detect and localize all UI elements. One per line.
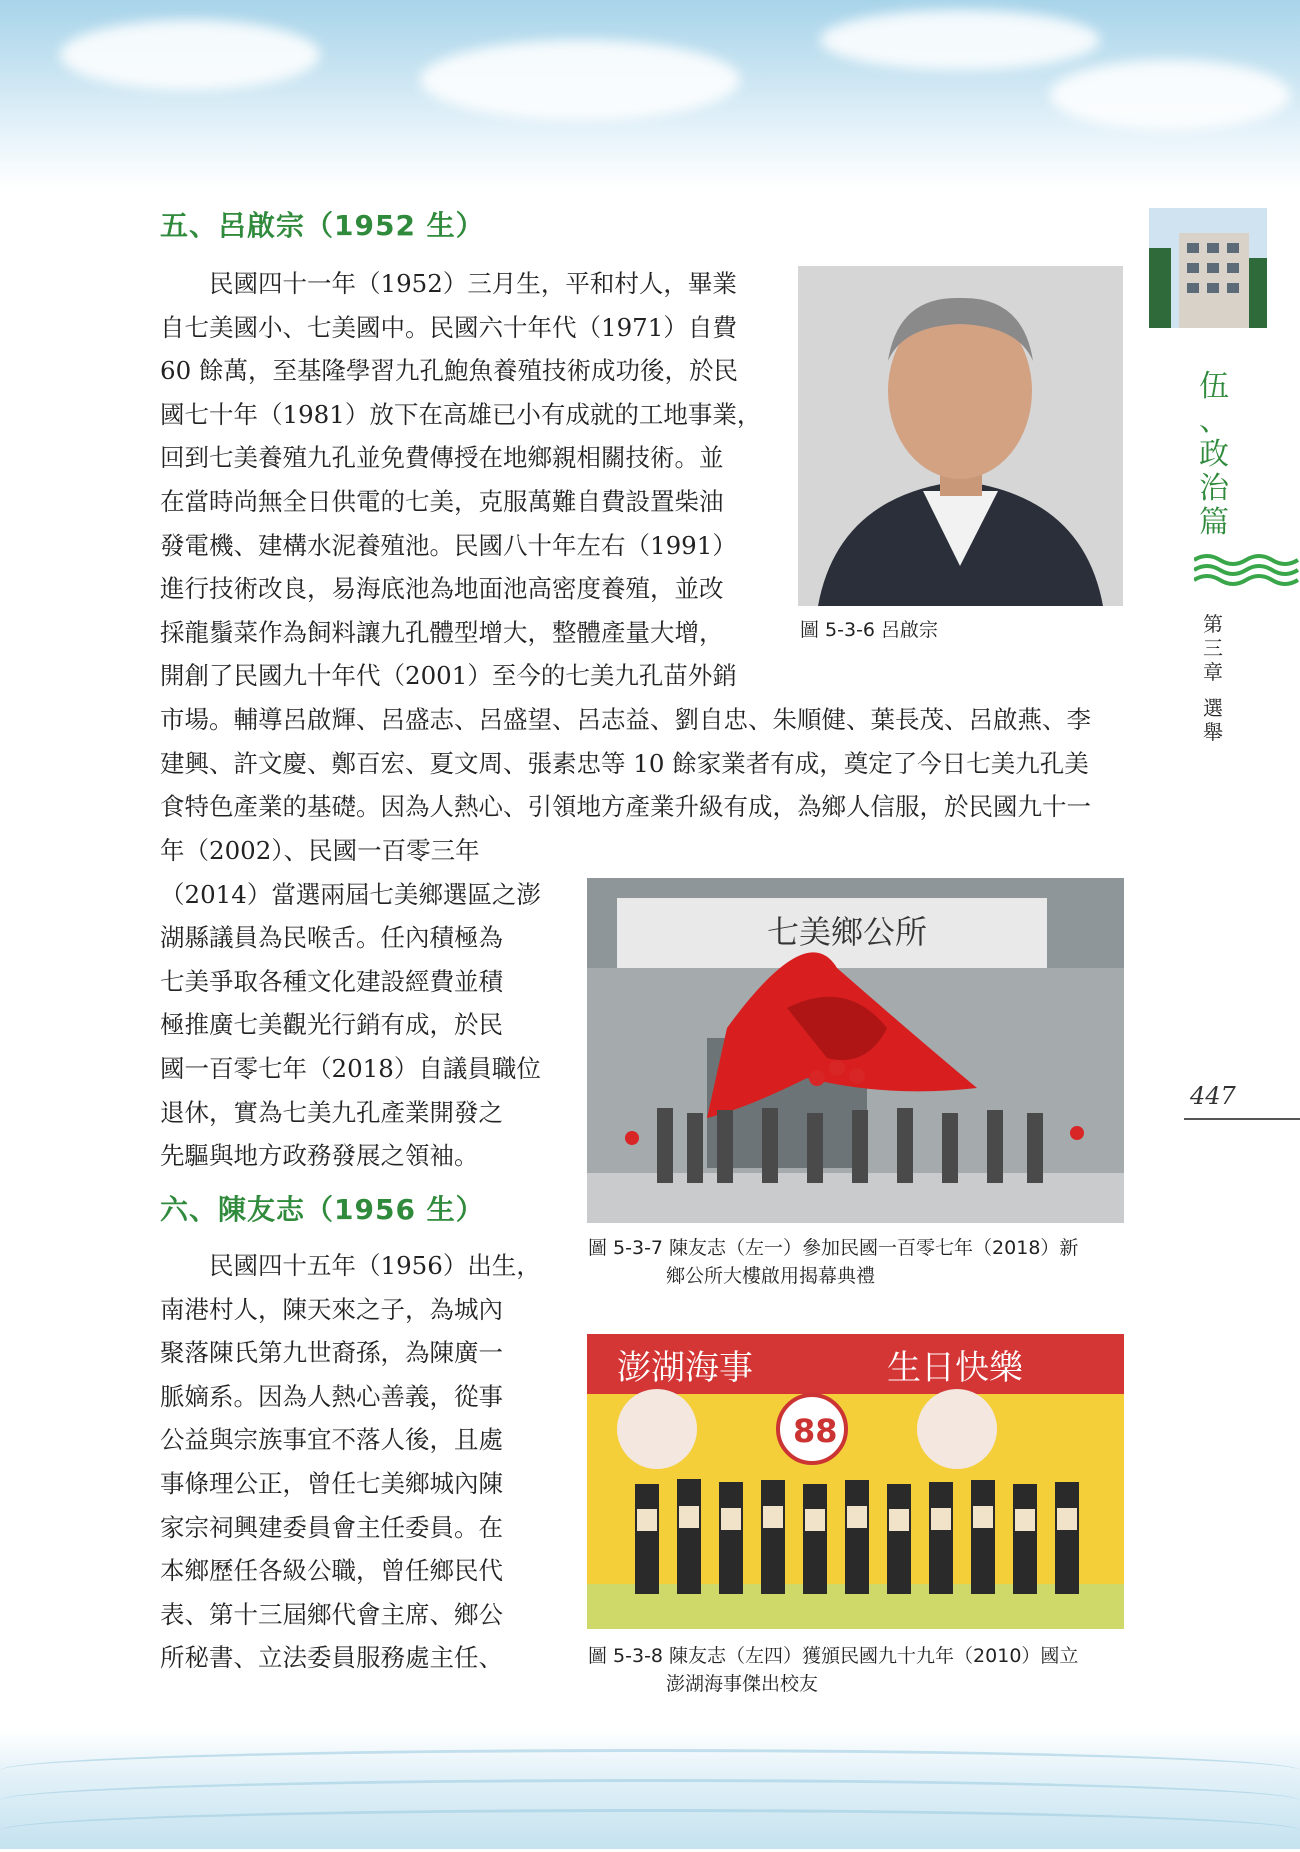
part-title-char: 、 [1199, 403, 1229, 438]
text-line: 市場。輔導呂啟輝、呂盛志、呂盛望、呂志益、劉自忠、朱順健、葉長茂、呂啟燕、李 [160, 705, 1091, 734]
figure-caption: 圖 5-3-6 呂啟宗 [800, 619, 939, 641]
chapter-char: 章 [1203, 660, 1223, 684]
page-number-rule [1184, 1118, 1300, 1120]
text-line: 七美爭取各種文化建設經費並積 [160, 966, 503, 996]
text-line: 家宗祠興建委員會主任委員。在 [160, 1512, 503, 1542]
figure-caption [588, 1234, 1128, 1290]
text-line: 年（2002）、民國一百零三年 [160, 836, 480, 865]
text-line: 回到七美養殖九孔並免費傳授在地鄉親相關技術。並 [160, 443, 724, 473]
text-line: 本鄉歷任各級公職，曾任鄉民代 [160, 1556, 503, 1586]
section5-para-wide [160, 698, 1120, 829]
text-line: 表、第十三屆鄉代會主席、鄉公 [160, 1599, 503, 1629]
chapter-char: 選 [1203, 696, 1223, 720]
section5-heading: 五、呂啟宗（1952 生） [160, 209, 485, 242]
part-title-char: 治 [1199, 471, 1229, 506]
part-title-char: 篇 [1199, 505, 1229, 540]
chapter-char: 三 [1203, 636, 1223, 660]
chapter-label [1198, 612, 1228, 744]
badge-number: 88 [793, 1412, 838, 1450]
text-line: 事條理公正，曾任七美鄉城內陳 [160, 1468, 503, 1498]
chapter-char [1198, 684, 1228, 696]
caption-line: 澎湖海事傑出校友 [666, 1673, 819, 1695]
building-sign: 七美鄉公所 [767, 913, 928, 951]
text-line: 自七美國小、七美國中。民國六十年代（1971）自費 [160, 312, 737, 342]
text-line: 極推廣七美觀光行銷有成，於民 [160, 1010, 503, 1040]
section6-para [160, 1244, 540, 1680]
banner-right: 生日快樂 [887, 1348, 1023, 1388]
section5-para-narrow [160, 829, 540, 1178]
text-line: 聚落陳氏第九世裔孫，為陳廣一 [160, 1338, 503, 1368]
caption-line: 圖 5-3-7 陳友志（左一）參加民國一百零七年（2018）新 [588, 1237, 1079, 1259]
section6-heading: 六、陳友志（1956 生） [160, 1193, 485, 1226]
text-line: 民國四十五年（1956）出生， [209, 1251, 541, 1280]
text-line: 國一百零七年（2018）自議員職位 [160, 1053, 541, 1083]
text-line: 國七十年（1981）放下在高雄已小有成就的工地事業， [160, 399, 762, 429]
text-line: 發電機、建構水泥養殖池。民國八十年左右（1991） [160, 530, 737, 560]
text-line: 民國四十一年（1952）三月生，平和村人，畢業 [209, 269, 737, 298]
sea-footer [0, 1729, 1300, 1849]
text-line: 60 餘萬，至基隆學習九孔鮑魚養殖技術成功後，於民 [160, 356, 738, 386]
portrait-photo [798, 266, 1123, 606]
figure-caption [588, 1642, 1128, 1698]
chapter-char: 第 [1203, 612, 1223, 636]
section5-para-top [160, 262, 762, 698]
text-line: 進行技術改良，易海底池為地面池高密度養殖，並改 [160, 574, 724, 604]
text-line: 南港村人，陳天來之子，為城內 [160, 1294, 503, 1324]
caption-line: 鄉公所大樓啟用揭幕典禮 [666, 1265, 876, 1287]
page-number: 447 [1190, 1082, 1236, 1110]
text-line: 湖縣議員為民喉舌。任內積極為 [160, 923, 503, 953]
sky-banner [0, 0, 1300, 190]
part-title [1196, 370, 1232, 540]
banner-left: 澎湖海事 [617, 1348, 753, 1388]
text-line: 開創了民國九十年代（2001）至今的七美九孔苗外銷 [160, 661, 737, 691]
text-line: 所秘書、立法委員服務處主任、 [160, 1643, 503, 1673]
text-line: 建興、許文慶、鄭百宏、夏文周、張素忠等 10 餘家業者有成，奠定了今日七美九孔美 [160, 748, 1089, 778]
text-line: 在當時尚無全日供電的七美，克服萬難自費設置柴油 [160, 486, 724, 516]
chapter-char: 舉 [1203, 720, 1223, 744]
caption-line: 圖 5-3-8 陳友志（左四）獲頒民國九十九年（2010）國立 [588, 1645, 1079, 1667]
award-photo [587, 1334, 1124, 1629]
part-title-char: 伍 [1199, 369, 1229, 404]
ceremony-photo [587, 878, 1124, 1223]
green-waves-icon [1194, 552, 1300, 588]
part-title-char: 政 [1199, 437, 1229, 472]
text-line: 先驅與地方政務發展之領袖。 [160, 1141, 479, 1171]
text-line: 採龍鬚菜作為飼料讓九孔體型增大，整體產量大增， [160, 617, 724, 647]
text-line: （2014）當選兩屆七美鄉選區之澎 [160, 879, 541, 909]
text-line: 脈嫡系。因為人熱心善義，從事 [160, 1381, 503, 1411]
building-thumbnail [1149, 208, 1267, 328]
text-line: 公益與宗族事宜不落人後，且處 [160, 1425, 503, 1455]
text-line: 退休，實為七美九孔產業開發之 [160, 1097, 503, 1127]
text-line: 食特色產業的基礎。因為人熱心、引領地方產業升級有成，為鄉人信服，於民國九十一 [160, 792, 1091, 822]
